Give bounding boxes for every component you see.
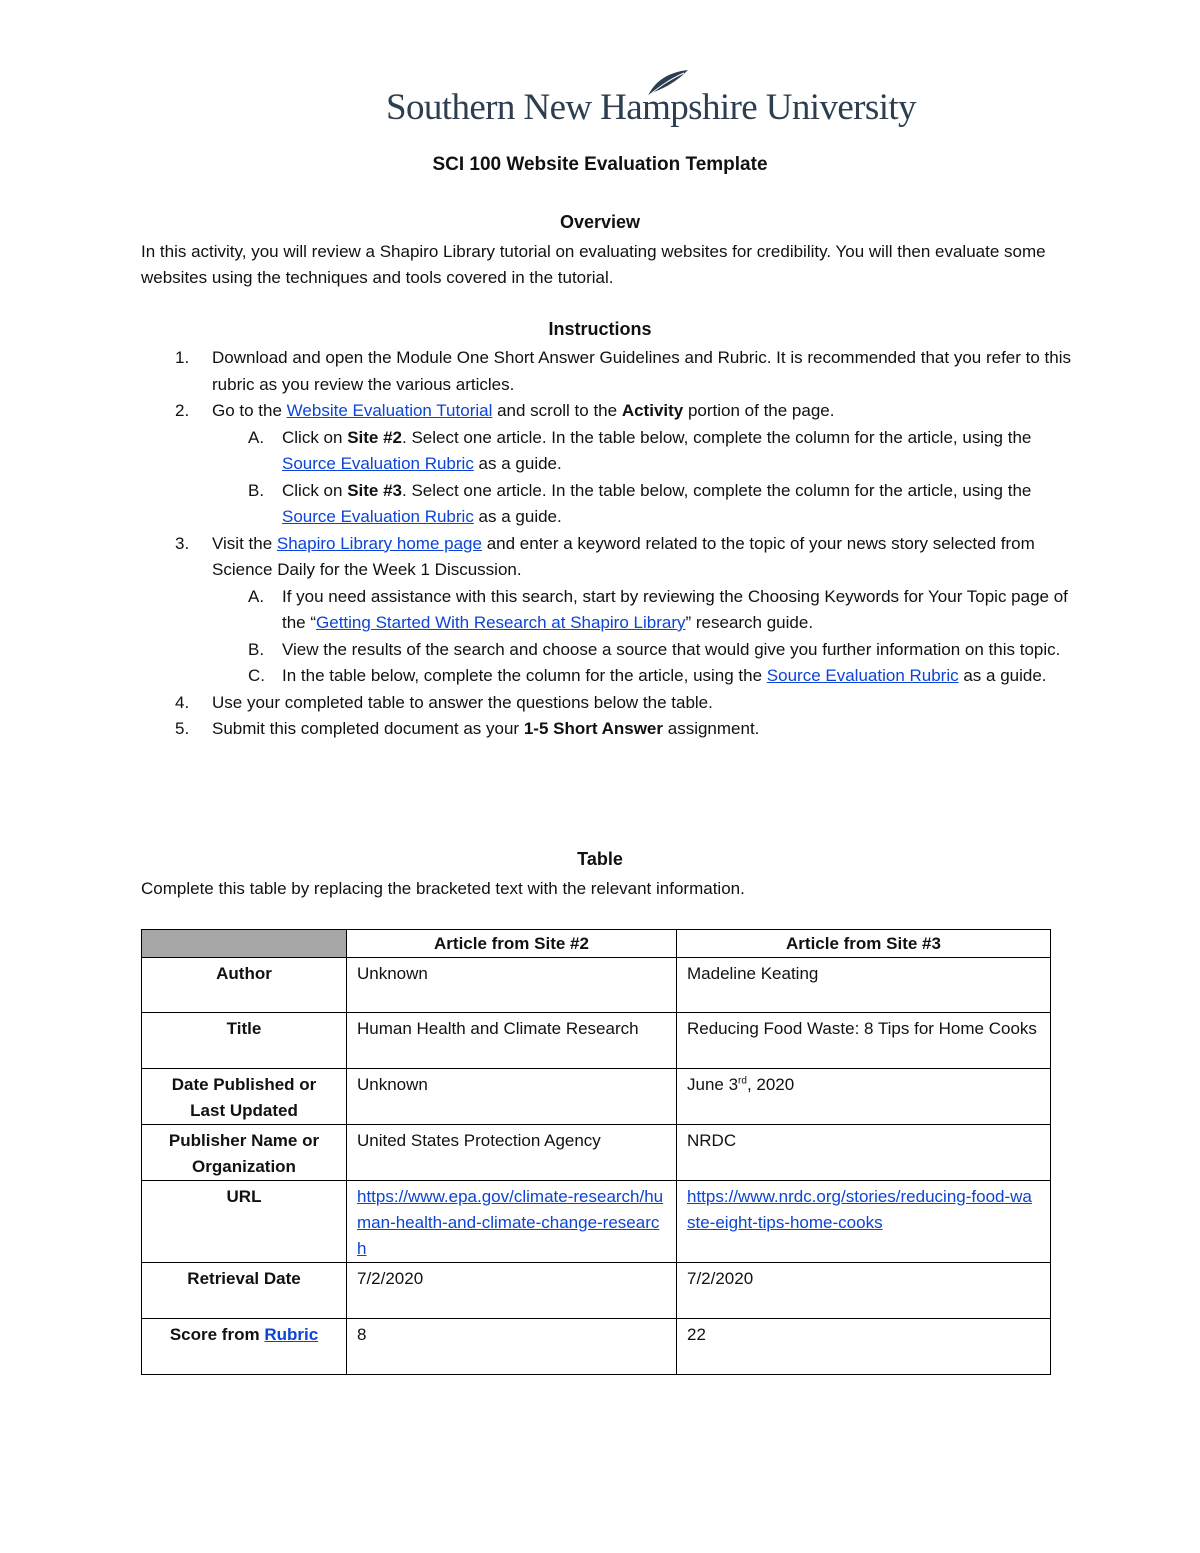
table-row (142, 1263, 1051, 1319)
cell-publisher-site3[interactable]: NRDC (677, 1125, 1051, 1181)
source-evaluation-rubric-link[interactable]: Source Evaluation Rubric (282, 507, 474, 526)
getting-started-research-link[interactable]: Getting Started With Research at Shapiro Library (316, 613, 686, 632)
sub-list-item: C. In the table below, complete the column for the article, using the Source Evaluation Rubric as a guide. (248, 666, 1047, 685)
cell-title-site2[interactable]: Human Health and Climate Research (347, 1013, 677, 1069)
row-header-retrieval: Retrieval Date (142, 1263, 347, 1319)
sub-list-item: A. Click on Site #2. Select one article. In the table below, complete the column for the article, using the Source Evaluation Rubric as a guide. (248, 427, 1032, 473)
sub-list-item: B. View the results of the search and choose a source that would give you further information on this topic. (248, 639, 1061, 659)
cell-title-site3[interactable]: Reducing Food Waste: 8 Tips for Home Cooks (677, 1013, 1051, 1069)
cell-url-site2 (347, 1181, 677, 1263)
sub-list-item: B. Click on Site #3. Select one article. In the table below, complete the column for the article, using the Source Evaluation Rubric as a guide. (248, 480, 1032, 526)
cell-publisher-site2[interactable]: United States Protection Agency (347, 1125, 677, 1181)
list-item: 1. Download and open the Module One Short Answer Guidelines and Rubric. It is recommended that you refer to this rubric as you review the various articles. (175, 348, 1071, 394)
sub-list-item: A. If you need assistance with this search, start by reviewing the Choosing Keywords for Your Topic page of the “Getting Started With Research at Shapiro Library” research guide. (248, 586, 1068, 632)
cell-author-site2[interactable]: Unknown (347, 958, 677, 1013)
url-link-site2[interactable]: https://www.epa.gov/climate-research/human-health-and-climate-change-research (357, 1187, 664, 1258)
table-corner-cell (142, 930, 347, 958)
table-row (142, 1125, 1051, 1181)
row-header-url: URL (142, 1181, 347, 1263)
instructions-list (0, 345, 1200, 743)
logo-text: Southern New Hampshire University (386, 87, 916, 128)
column-header-site3: Article from Site #3 (677, 930, 1051, 958)
cell-score-site3[interactable]: 22 (677, 1319, 1051, 1375)
document-title: SCI 100 Website Evaluation Template (432, 154, 768, 175)
list-item: 4. Use your completed table to answer the questions below the table. (175, 692, 713, 712)
cell-retrieval-site3[interactable]: 7/2/2020 (677, 1263, 1051, 1319)
list-item: 3. Visit the Shapiro Library home page and enter a keyword related to the topic of your news story selected from Science Daily for the Week 1 Discussion. A. If you need assistance with this search, start by reviewing the Choosing Keywords for Your Topic page of the “Getting Started With Research at Shapiro Library” research guide. B. View the results of the search and choose a source that would give you further information on this topic. C. In the table below, complete the column for the article, using the Source Evaluation Rubric as a guide. (0, 531, 1072, 690)
instructions-heading: Instructions (548, 319, 652, 339)
cell-score-site2[interactable]: 8 (347, 1319, 677, 1375)
url-link-site3[interactable]: https://www.nrdc.org/stories/reducing-food-waste-eight-tips-home-cooks (687, 1187, 1032, 1232)
overview-heading: Overview (559, 212, 641, 232)
table-row (142, 1319, 1051, 1375)
row-header-date: Date Published or Last Updated (142, 1069, 347, 1125)
column-header-site2: Article from Site #2 (347, 930, 677, 958)
row-header-author: Author (142, 958, 347, 1013)
source-evaluation-rubric-link[interactable]: Source Evaluation Rubric (282, 454, 474, 473)
table-row (142, 1181, 1051, 1263)
evaluation-table (141, 929, 1051, 1375)
cell-date-site2[interactable]: Unknown (347, 1069, 677, 1125)
source-evaluation-rubric-link[interactable]: Source Evaluation Rubric (766, 666, 959, 685)
website-evaluation-tutorial-link[interactable]: Website Evaluation Tutorial (286, 401, 493, 420)
row-header-publisher: Publisher Name or Organization (142, 1125, 347, 1181)
table-row (142, 958, 1051, 1013)
cell-date-site3[interactable]: June 3rd, 2020 (677, 1069, 1051, 1125)
table-instructions: Complete this table by replacing the bracketed text with the relevant information. (141, 879, 745, 898)
table-heading: Table (577, 849, 623, 869)
row-header-title: Title (142, 1013, 347, 1069)
university-logo (386, 68, 916, 134)
list-item: 2. Go to the Website Evaluation Tutorial and scroll to the Activity portion of the page. A. Click on Site #2. Select one article. In the table below, complete the column for the article, using the Source Evaluation Rubric as a guide. B. Click on Site #3. Select one article. In the table below, complete the column for the article, using the Source Evaluation Rubric as a guide. (0, 398, 1072, 531)
row-header-score: Score from Rubric (142, 1319, 347, 1375)
list-item: 5. Submit this completed document as your 1-5 Short Answer assignment. (175, 719, 760, 738)
rubric-link[interactable]: Rubric (264, 1325, 319, 1344)
table-header-row (142, 930, 1051, 958)
cell-retrieval-site2[interactable]: 7/2/2020 (347, 1263, 677, 1319)
table-row (142, 1069, 1051, 1125)
cell-url-site3 (677, 1181, 1051, 1263)
shapiro-library-home-link[interactable]: Shapiro Library home page (276, 533, 482, 553)
cell-author-site3[interactable]: Madeline Keating (677, 958, 1051, 1013)
table-row (142, 1013, 1051, 1069)
overview-text: In this activity, you will review a Shapiro Library tutorial on evaluating websites for credibility. You will then evaluate some websites using the techniques and tools covered in the tutorial. (141, 242, 1046, 287)
